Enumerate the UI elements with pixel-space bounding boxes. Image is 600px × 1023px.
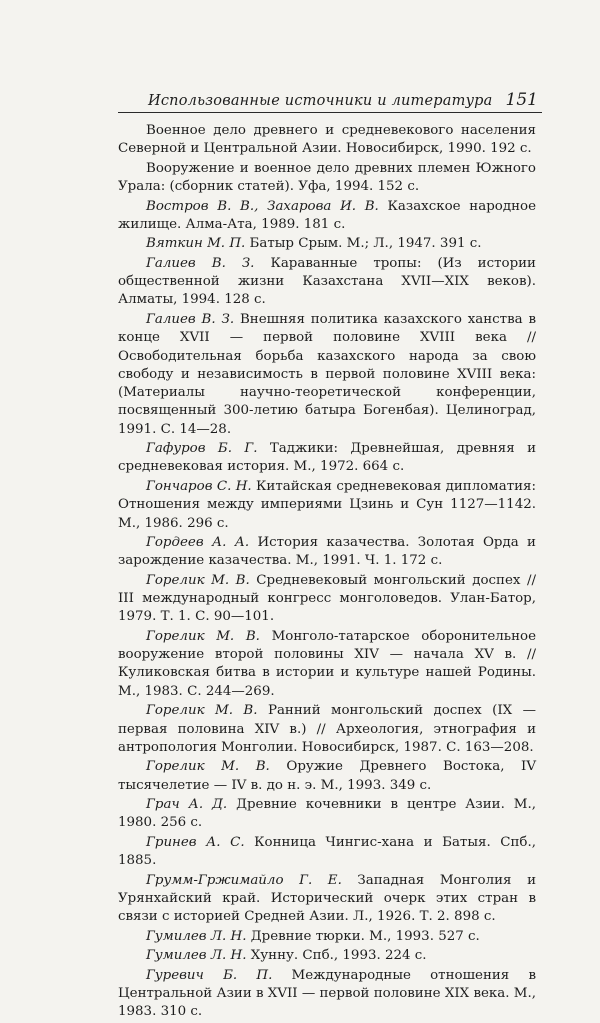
bibliography-entry <box>118 758 536 795</box>
entry-author: Гумилев Л. Н. <box>146 948 247 964</box>
bibliography-entry <box>118 440 536 477</box>
page-number: 151 <box>505 90 538 110</box>
entry-text: Средневековый монгольский доспех // III международный конгресс монголоведов. Улан-Батор, 1979. Т. 1. С. 90—101. <box>118 572 536 625</box>
entry-text: Западная Монголия и Урянхайский край. Исторический очерк этих стран в связи с историей Средней Азии. Л., 1926. Т. 2. 898 с. <box>118 872 536 925</box>
entry-text: Батыр Срым. М.; Л., 1947. 391 с. <box>249 236 482 252</box>
entry-text: Монголо-татарское оборонительное вооружение второй половины XIV — начала XV в. // Куликовская битва в истории и культуре нашей Родины. М., 1983. С. 244—269. <box>118 628 536 699</box>
page-header <box>118 86 542 113</box>
bibliography-entry <box>118 311 536 439</box>
bibliography-entry <box>118 534 536 571</box>
entry-text: Китайская средневековая дипломатия: Отношения между империями Цзинь и Сун 1127—1142. М., 1986. 296 с. <box>118 478 536 531</box>
entry-text: Древние тюрки. М., 1993. 527 с. <box>250 928 480 944</box>
bibliography-entry <box>118 572 536 627</box>
bibliography-entry <box>118 796 536 833</box>
entry-author: Гордеев А. А. <box>146 535 250 551</box>
entry-author: Галиев В. З. <box>146 255 255 271</box>
entry-author: Галиев В. З. <box>146 311 235 327</box>
entry-author: Вяткин М. П. <box>146 236 246 252</box>
entry-author: Востров В. В., Захарова И. В. <box>146 198 379 214</box>
entry-text: Военное дело древнего и средневекового населения Северной и Центральной Азии. Новосибирск, 1990. 192 с. <box>118 123 536 157</box>
bibliography-entry <box>118 160 536 197</box>
bibliography-entry <box>118 872 536 927</box>
entry-text: Древние кочевники в центре Азии. М., 1980. 256 с. <box>118 797 536 831</box>
bibliography-entry <box>118 834 536 871</box>
entry-author: Грумм-Гржимайло Г. Е. <box>146 872 342 888</box>
entry-text: Конница Чингис-хана и Батыя. Спб., 1885. <box>118 834 536 869</box>
bibliography-entry <box>118 198 536 235</box>
bibliography-entry <box>118 947 536 965</box>
bibliography-entry <box>118 235 536 253</box>
bibliography-entry <box>118 928 536 946</box>
bibliography-list <box>118 122 536 1023</box>
entry-text: Оружие Древнего Востока, IV тысячелетие — IV в. до н. э. М., 1993. 349 с. <box>118 759 536 793</box>
bibliography-entry <box>118 628 536 701</box>
bibliography-entry <box>118 478 536 533</box>
bibliography-entry <box>118 702 536 757</box>
entry-author: Горелик М. В. <box>146 628 260 644</box>
entry-author: Горелик М. В. <box>146 759 270 775</box>
entry-author: Гринев А. С. <box>146 834 245 850</box>
entry-text: Внешняя политика казахского ханства в конце XVII — первой половине XVIII века // Освободительная борьба казахского народа за свою свободу и независимость в первой половине XVIII века: (Материалы научно-теоретической конференции, посвященный 300-летию батыра Богенбая). Целиноград, 1991. С. 14—28. <box>118 311 536 437</box>
entry-text: Казахское народное жилище. Алма-Ата, 1989. 181 с. <box>118 198 536 232</box>
running-title: Использованные источники и литература <box>148 93 493 109</box>
bibliography-entry <box>118 122 536 159</box>
entry-author: Гончаров С. Н. <box>146 478 252 494</box>
bibliography-entry <box>118 967 536 1022</box>
entry-author: Горелик М. В. <box>146 703 258 719</box>
bibliography-entry <box>118 255 536 310</box>
entry-text: Хунну. Спб., 1993. 224 с. <box>250 948 427 964</box>
entry-author: Горелик М. В. <box>146 572 250 588</box>
entry-text: История казачества. Золотая Орда и зарождение казачества. М., 1991. Ч. 1. 172 с. <box>118 535 536 569</box>
entry-text: Таджики: Древнейшая, древняя и средневековая история. М., 1972. 664 с. <box>118 441 536 475</box>
entry-text: Международные отношения в Центральной Азии в XVII — первой половине XIX века. М., 1983. 310 с. <box>118 967 536 1020</box>
entry-author: Гумилев Л. Н. <box>146 928 247 944</box>
entry-text: Вооружение и военное дело древних племен Южного Урала: (сборник статей). Уфа, 1994. 152 с. <box>118 160 536 195</box>
entry-author: Грач А. Д. <box>146 797 228 813</box>
entry-text: Ранний монгольский доспех (IX — первая половина XIV в.) // Археология, этнография и антропология Монголии. Новосибирск, 1987. С. 163—208. <box>118 703 536 755</box>
entry-text: Караванные тропы: (Из истории общественной жизни Казахстана XVII—XIX веков). Алматы, 1994. 128 с. <box>118 255 536 308</box>
entry-author: Гуревич Б. П. <box>146 967 273 983</box>
entry-author: Гафуров Б. Г. <box>146 441 258 457</box>
